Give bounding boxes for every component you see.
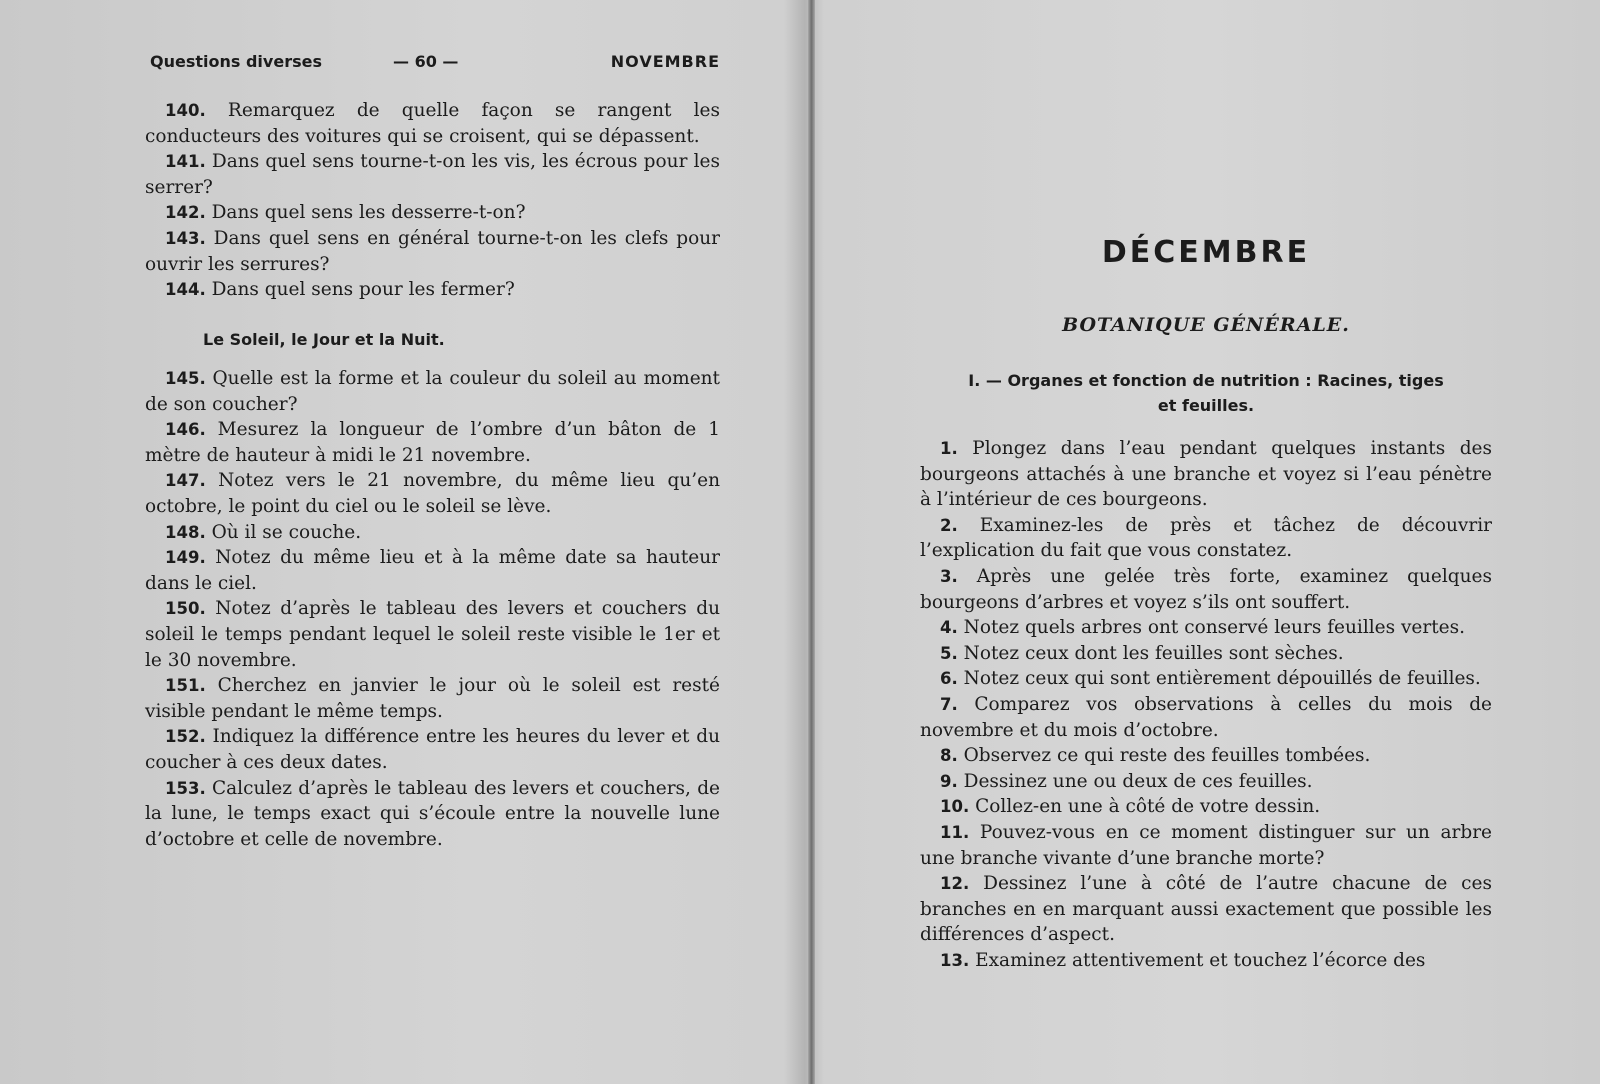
question-item (920, 794, 1492, 820)
question-number: 145. (165, 369, 206, 388)
question-number: 8. (940, 746, 958, 766)
question-number: 7. (940, 694, 958, 714)
question-number: 143. (165, 228, 206, 248)
question-text: Dessinez l’une à côté de l’autre chacune de ces branches en en marquant aussi exactement que possible les différences d’aspect. (920, 873, 1492, 946)
question-text: Notez ceux dont les feuilles sont sèches. (957, 642, 1344, 664)
question-text: Indiquez la différence entre les heures du lever et du coucher à ces deux dates. (145, 726, 720, 773)
section-heading: Le Soleil, le Jour et la Nuit. (203, 330, 445, 349)
question-item (920, 743, 1492, 769)
question-item (145, 277, 720, 303)
question-text: Mesurez la longueur de l’ombre d’un bâton de 1 mètre de hauteur à midi le 21 novembre. (145, 419, 720, 466)
question-text: Dessinez une ou deux de ces feuilles. (957, 770, 1313, 792)
question-number: 146. (165, 420, 206, 440)
question-number: 151. (165, 676, 206, 696)
question-text: Plongez dans l’eau pendant quelques instants des bourgeons attachés à une branche et voyez si l’eau pénètre à l’intérieur de ces bourgeons. (920, 438, 1492, 511)
question-text: Notez ceux qui sont entièrement dépouillés de feuilles. (957, 668, 1481, 690)
question-text: Dans quel sens pour les fermer? (205, 279, 515, 301)
question-item (145, 149, 720, 200)
question-item (145, 776, 720, 853)
running-head (145, 52, 720, 78)
question-number: 13. (940, 950, 970, 970)
question-item (920, 820, 1492, 871)
question-item (145, 520, 720, 546)
question-list-sun (145, 366, 720, 852)
question-number: 153. (165, 778, 206, 798)
chapter-heading (920, 368, 1492, 418)
running-head-section: Questions diverses (150, 52, 322, 71)
question-item (145, 366, 720, 417)
question-text: Remarquez de quelle façon se rangent les conducteurs des voitures qui se croisent, qui se dépassent. (145, 100, 720, 147)
question-number: 141. (165, 152, 206, 172)
question-number: 149. (165, 548, 206, 568)
question-number: 3. (940, 566, 958, 586)
question-text: Quelle est la forme et la couleur du soleil au moment de son coucher? (145, 368, 720, 415)
question-text: Examinez-les de près et tâchez de découvrir l’explication du fait que vous constatez. (920, 514, 1492, 562)
question-number: 140. (165, 101, 206, 120)
question-number: 5. (940, 643, 958, 663)
right-page (920, 0, 1492, 1084)
question-number: 148. (165, 522, 206, 542)
question-number: 2. (940, 515, 958, 535)
question-text: Collez-en une à côté de votre dessin. (969, 796, 1321, 818)
question-item (920, 641, 1492, 667)
question-item (920, 513, 1492, 564)
question-text: Notez vers le 21 novembre, du même lieu qu’en octobre, le point du ciel ou le soleil se lève. (145, 470, 720, 517)
question-text: Dans quel sens en général tourne-t-on les clefs pour ouvrir les serrures? (145, 227, 720, 275)
question-text: Dans quel sens les desserre-t-on? (205, 202, 526, 224)
question-item (145, 200, 720, 226)
question-item (145, 724, 720, 775)
question-item (145, 417, 720, 468)
question-text: Où il se couche. (205, 521, 362, 543)
question-number: 12. (940, 874, 970, 894)
question-text: Notez du même lieu et à la même date sa hauteur dans le ciel. (145, 547, 720, 594)
question-item (920, 871, 1492, 948)
question-item (145, 545, 720, 596)
question-item (920, 615, 1492, 641)
question-text: Après une gelée très forte, examinez quelques bourgeons d’arbres et voyez s’ils ont souffert. (920, 565, 1492, 613)
question-item (920, 769, 1492, 795)
page-number: — 60 — (393, 52, 459, 71)
question-item (920, 948, 1492, 974)
left-page (145, 0, 720, 1084)
book-gutter (808, 0, 815, 1084)
question-number: 150. (165, 599, 206, 619)
question-item (920, 564, 1492, 615)
question-item (920, 666, 1492, 692)
chapter-heading-line-2: et feuilles. (1157, 396, 1255, 415)
question-text: Comparez vos observations à celles du mois de novembre et du mois d’octobre. (920, 693, 1492, 741)
question-text: Notez quels arbres ont conservé leurs feuilles vertes. (957, 617, 1465, 639)
question-item (145, 468, 720, 519)
subject-title: BOTANIQUE GÉNÉRALE. (1062, 314, 1350, 336)
question-number: 6. (940, 669, 958, 689)
question-text: Dans quel sens tourne-t-on les vis, les écrous pour les serrer? (145, 151, 720, 198)
question-item (920, 436, 1492, 513)
question-number: 1. (940, 439, 958, 458)
question-item (145, 596, 720, 673)
question-text: Examinez attentivement et touchez l’écorce des (969, 949, 1426, 971)
question-item (920, 692, 1492, 743)
question-list-botany (920, 436, 1492, 973)
running-head-month: NOVEMBRE (610, 52, 720, 71)
question-number: 152. (165, 727, 206, 747)
chapter-heading-line-1: I. — Organes et fonction de nutrition : Racines, tiges (968, 371, 1444, 390)
month-title: DÉCEMBRE (1101, 235, 1311, 270)
question-list-intro (145, 98, 720, 303)
question-number: 10. (940, 797, 970, 817)
question-number: 4. (940, 618, 958, 638)
question-number: 11. (940, 822, 970, 842)
question-item (145, 226, 720, 277)
question-text: Observez ce qui reste des feuilles tombées. (957, 745, 1371, 767)
question-item (145, 98, 720, 149)
question-number: 9. (940, 771, 958, 791)
question-text: Notez d’après le tableau des levers et couchers du soleil le temps pendant lequel le soleil reste visible le 1er et le 30 novembre. (145, 598, 720, 671)
question-number: 142. (165, 203, 206, 223)
question-number: 144. (165, 280, 206, 300)
question-text: Pouvez-vous en ce moment distinguer sur un arbre une branche vivante d’une branche morte? (920, 821, 1492, 869)
question-number: 147. (165, 471, 206, 491)
question-item (145, 673, 720, 724)
question-text: Calculez d’après le tableau des levers et couchers, de la lune, le temps exact qui s’écoule entre la nouvelle lune d’octobre et celle de novembre. (145, 777, 720, 850)
question-text: Cherchez en janvier le jour où le soleil est resté visible pendant le même temps. (145, 675, 720, 722)
